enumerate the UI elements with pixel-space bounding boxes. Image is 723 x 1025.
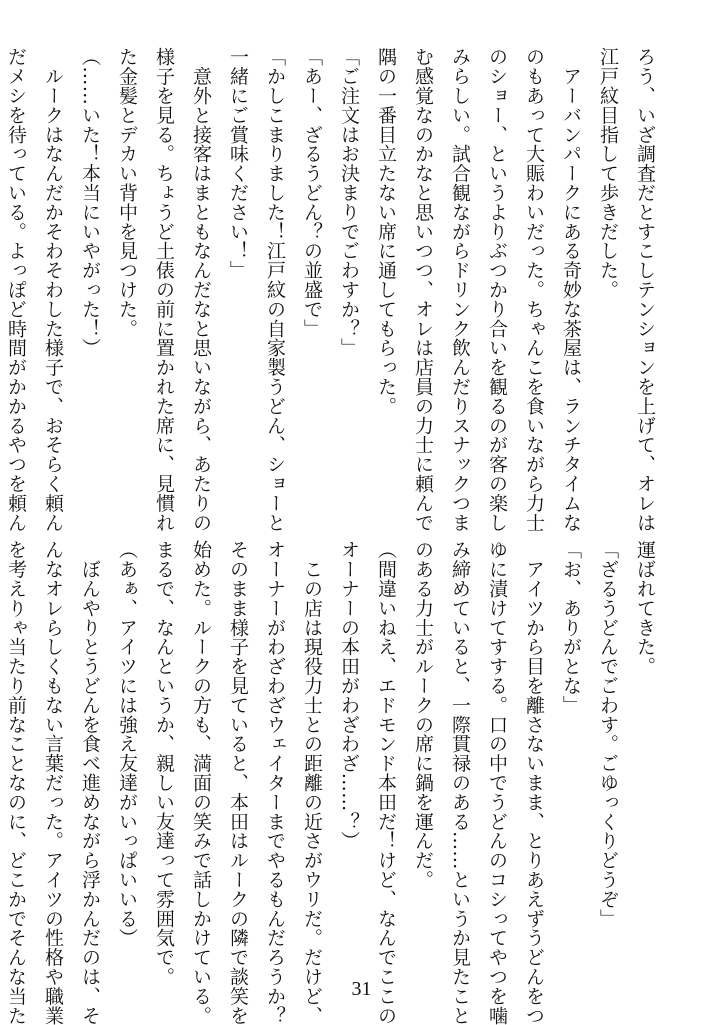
text-line: 意外と接客はまともなんだなと思いながら、あたりの xyxy=(190,47,212,532)
page-number: 31 xyxy=(351,978,372,1000)
text-line: のショー、というよりぶつかり合いを観るのが客の楽し xyxy=(486,47,508,532)
text-line: ルークはなんだかそわそわした様子で、おそらく頼ん xyxy=(42,47,64,532)
text-line: 「あー、ざるうどん？の並盛で」 xyxy=(301,47,323,338)
text-line: 「ご注文はお決まりでごわすか？」 xyxy=(338,47,360,358)
text-line: （……いた！本当にいやがった！） xyxy=(79,47,101,358)
text-line: のもあって大賑わいだった。ちゃんこを食いながら力士 xyxy=(523,47,545,532)
text-line: だメシを待っている。よっぽど時間がかかるやつを頼ん xyxy=(5,47,27,532)
text-line: 「ざるうどんでごわす。ごゆっくりどうぞ」 xyxy=(597,540,619,928)
text-line: そのまま様子を見ていると、本田はルークの隣で談笑を xyxy=(227,540,249,1025)
text-line: ろう、いざ調査だとすこしテンションを上げて、オレは xyxy=(634,47,656,532)
text-line: ぼんやりとうどんを食べ進めながら浮かんだのは、そ xyxy=(79,540,101,1025)
text-line: アーバンパークにある奇妙な茶屋は、ランチタイムな xyxy=(560,47,582,532)
text-line: み締めていると、一際貫禄のある……というか見たこと xyxy=(449,540,471,1025)
text-line: （あぁ、アイツには強え友達がいっぱいいる） xyxy=(116,540,138,948)
text-line: 「お、ありがとな」 xyxy=(560,540,582,715)
text-line: ゆに漬けてすする。口の中でうどんのコシってやつを噛 xyxy=(486,540,508,1025)
text-line: オーナーの本田がわざわざ……？） xyxy=(338,540,360,851)
text-line: む感覚なのかなと思いつつ、オレは店員の力士に頼んで xyxy=(412,47,434,532)
text-block-upper xyxy=(5,47,663,532)
text-line: た金髪とデカい背中を見つけた。 xyxy=(116,47,138,338)
text-line: （間違いねえ、エドモンド本田だ！けど、なんでここの xyxy=(375,540,397,1025)
text-line: のある力士がルークの席に鍋を運んだ。 xyxy=(412,540,434,890)
text-line: 隅の一番目立たない席に通してもらった。 xyxy=(375,47,397,416)
text-line: アイツから目を離さないまま、とりあえずうどんをつ xyxy=(523,540,545,1025)
text-line: 「かしこまりました！江戸紋の自家製うどん、ショーと xyxy=(264,47,286,532)
text-line: を考えりゃ当たり前なことなのに、どこかでそんな当た xyxy=(5,540,27,1025)
text-line: 始めた。ルークの方も、満面の笑みで話しかけている。 xyxy=(190,540,212,1025)
text-line: まるで、なんというか、親しい友達って雰囲気で。 xyxy=(153,540,175,987)
text-line: みらしい。試合観ながらドリンク飲んだりスナックつま xyxy=(449,47,471,532)
text-line: んなオレらしくもない言葉だった。アイツの性格や職業 xyxy=(42,540,64,1025)
text-line: 一緒にご賞味ください！」 xyxy=(227,47,249,280)
text-line: 運ばれてきた。 xyxy=(634,540,656,676)
text-line: オーナーがわざわざウェイターまでやるもんだろうか？ xyxy=(264,540,286,1025)
text-line: この店は現役力士との距離の近さがウリだ。だけど、 xyxy=(301,540,323,1025)
text-line: 様子を見る。ちょうど土俵の前に置かれた席に、見慣れ xyxy=(153,47,175,532)
text-line: 江戸紋目指して歩きだした。 xyxy=(597,47,619,300)
